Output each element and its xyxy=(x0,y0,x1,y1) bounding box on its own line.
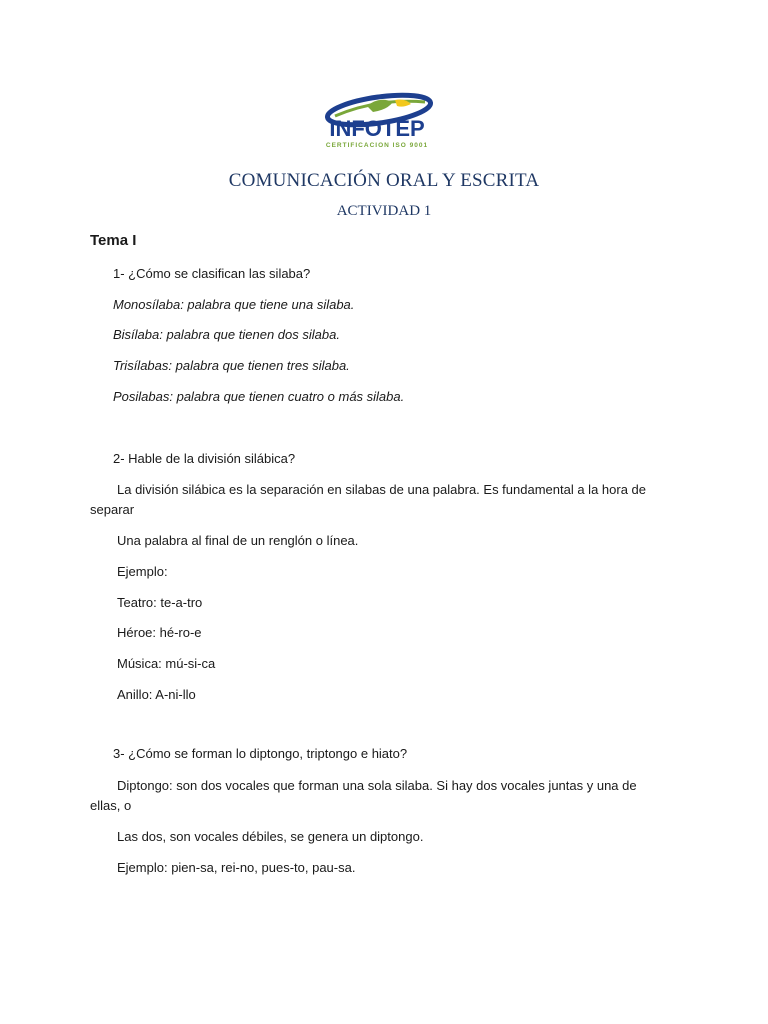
answer-line: Una palabra al final de un renglón o línea. xyxy=(117,533,359,548)
answer-line: Bisílaba: palabra que tienen dos silaba. xyxy=(113,327,340,342)
document-title: COMUNICACIÓN ORAL Y ESCRITA xyxy=(228,170,540,191)
answer-line: Posilabas: palabra que tienen cuatro o más silaba. xyxy=(113,389,405,404)
answer-line: Monosílaba: palabra que tiene una silaba. xyxy=(113,297,355,312)
answer-line: separar xyxy=(90,502,135,517)
example-line: Ejemplo: pien-sa, rei-no, pues-to, pau-sa. xyxy=(117,860,356,875)
example-line: Teatro: te-a-tro xyxy=(117,595,203,610)
infotep-logo xyxy=(307,92,447,152)
answer-line: Trisílabas: palabra que tienen tres silaba. xyxy=(113,358,350,373)
answer-line: Ejemplo: xyxy=(117,564,168,579)
answer-line: Diptongo: son dos vocales que forman una sola silaba. Si hay dos vocales juntas y una de xyxy=(117,778,637,793)
infotep-logo-graphic xyxy=(307,92,447,152)
section-heading: Tema I xyxy=(90,232,137,249)
logo-tagline: CERTIFICACION ISO 9001 xyxy=(325,142,429,149)
question-2: 2- Hable de la división silábica? xyxy=(113,451,296,466)
example-line: Música: mú-si-ca xyxy=(117,656,216,671)
example-line: Anillo: A-ni-llo xyxy=(117,687,196,702)
answer-line: Las dos, son vocales débiles, se genera un diptongo. xyxy=(117,829,424,844)
question-1: 1- ¿Cómo se clasifican las silaba? xyxy=(113,266,311,281)
logo-wordmark: INFOTEP xyxy=(329,116,425,141)
example-line: Héroe: hé-ro-e xyxy=(117,625,202,640)
question-3: 3- ¿Cómo se forman lo diptongo, triptongo e hiato? xyxy=(113,746,408,761)
answer-line: ellas, o xyxy=(90,798,132,813)
document-subtitle: ACTIVIDAD 1 xyxy=(336,203,432,219)
answer-line: La división silábica es la separación en silabas de una palabra. Es fundamental a la hora de xyxy=(117,482,647,497)
